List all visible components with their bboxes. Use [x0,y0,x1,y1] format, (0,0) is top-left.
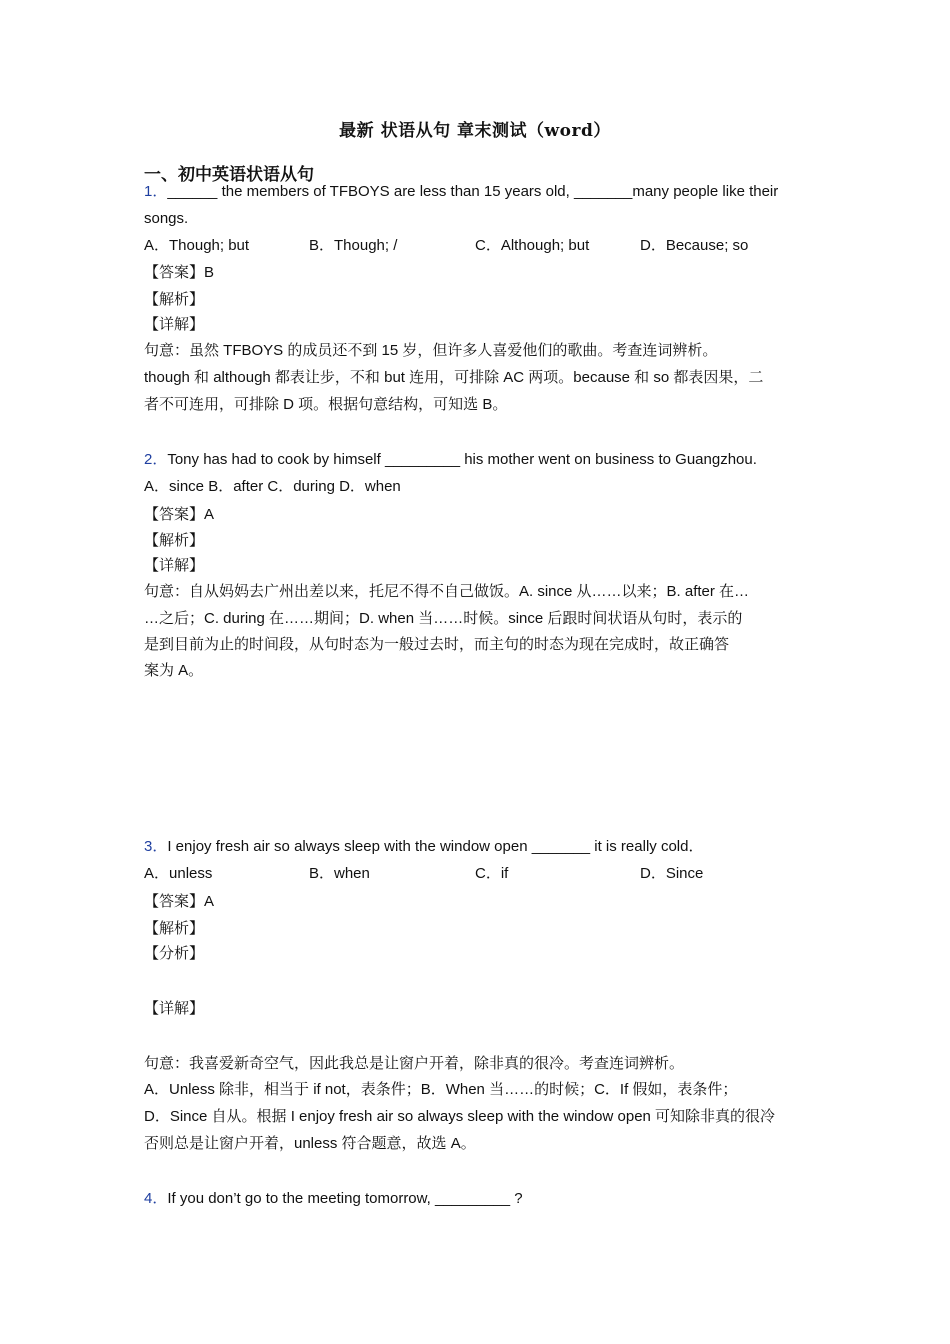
answer-label: 【答案】A [144,506,215,523]
option-d: D．Since [640,865,704,882]
option-b: B．Though; / [309,237,398,254]
question-number: 1． [144,183,168,200]
question-1-stem [144,182,778,202]
question-text: ______ the members of TFBOYS are less than 15 years old, _______many people like their [167,183,779,200]
explanation-line: 者不可连用，可排除 D 项。根据句意结构，可知选 B。 [144,396,508,413]
question-4-stem [144,1189,523,1209]
question-number: 3． [144,838,168,855]
explanation-line: 案为 A。 [144,662,204,679]
analysis-label: 【解析】 [144,920,205,937]
explanation-line: A．Unless 除非，相当于 if not，表条件；B．When 当……的时候；C．If 假如，表条件； [144,1081,738,1098]
explanation-line: 句意：虽然 TFBOYS 的成员还不到 15 岁，但许多人喜爱他们的歌曲。考查连词辨析。 [144,342,718,359]
question-text: If you don’t go to the meeting tomorrow, _________ ? [167,1190,523,1207]
question-text: I enjoy fresh air so always sleep with the window open _______ it is really cold． [167,838,704,855]
question-number: 4． [144,1190,168,1207]
section-heading: 一、初中英语状语从句 [144,165,314,184]
option-c: C．Although; but [475,237,590,254]
explanation-line: 句意：自从妈妈去广州出差以来，托尼不得不自己做饭。A. since 从……以来；B. after 在… [144,583,750,600]
option-d: D．Because; so [640,237,749,254]
detail-label: 【详解】 [144,1000,205,1017]
question-text: Tony has had to cook by himself _________ his mother went on business to Guangzhou. [167,451,757,468]
explanation-line: 句意：我喜爱新奇空气，因此我总是让窗户开着，除非真的很冷。考查连词辨析。 [144,1055,685,1072]
answer-label: 【答案】B [144,264,215,281]
detail-label: 【详解】 [144,557,205,574]
analysis-label: 【解析】 [144,532,205,549]
explanation-line: though 和 although 都表让步，不和 but 连用，可排除 AC 两项。because 和 so 都表因果，二 [144,369,764,386]
option-b: B．when [309,865,370,882]
option-a: A．unless [144,865,213,882]
option-a: A．Though; but [144,237,250,254]
explanation-line: D．Since 自从。根据 I enjoy fresh air so always sleep with the window open 可知除非真的很冷 [144,1108,776,1125]
analysis-label: 【解析】 [144,291,205,308]
explanation-line: 是到目前为止的时间段，从句时态为一般过去时，而主句的时态为现在完成时，故正确答 [144,636,730,653]
option-c: C．if [475,865,509,882]
fenxi-label: 【分析】 [144,945,205,962]
question-2-options: A．since B．after C．during D．when [144,478,401,495]
question-number: 2． [144,451,168,468]
explanation-line: 否则总是让窗户开着，unless 符合题意，故选 A。 [144,1135,476,1152]
document-title: 最新 状语从句 章末测试（word） [339,121,611,141]
question-1-stem-cont: songs. [144,210,189,227]
question-3-stem [144,837,703,857]
detail-label: 【详解】 [144,316,205,333]
question-2-stem [144,450,757,470]
answer-label: 【答案】A [144,893,215,910]
explanation-line: …之后；C. during 在……期间；D. when 当……时候。since 后跟时间状语从句时，表示的 [144,610,743,627]
